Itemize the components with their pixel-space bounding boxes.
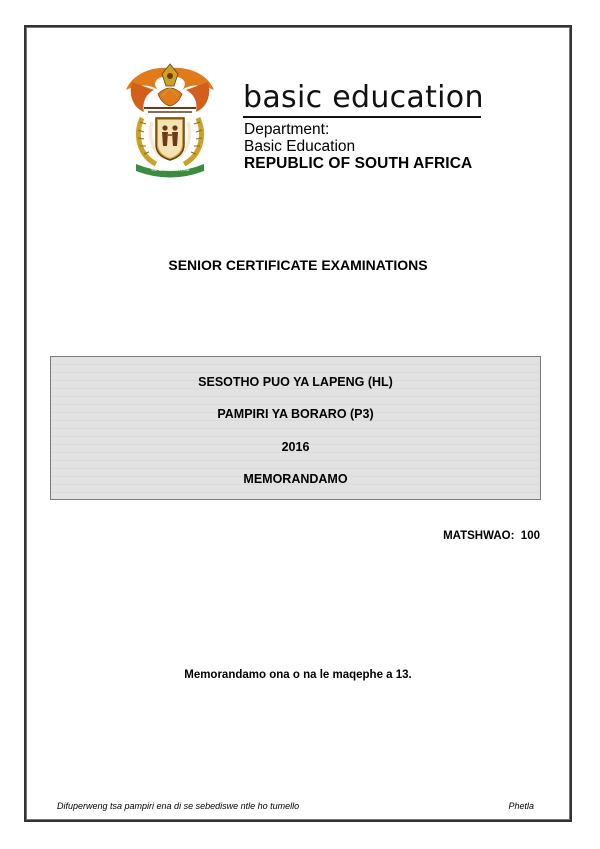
brand-title: basic education (243, 80, 484, 115)
exam-title: SENIOR CERTIFICATE EXAMINATIONS (168, 257, 428, 273)
coat-of-arms-emblem (122, 60, 218, 178)
subject-name: SESOTHO PUO YA LAPENG (HL) (198, 375, 393, 389)
document-type: MEMORANDAMO (243, 472, 348, 486)
emblem-motto: !KE E: /XARRA //KE (150, 167, 190, 172)
department-label: Department: (244, 121, 330, 138)
country-name: REPUBLIC OF SOUTH AFRICA (244, 155, 473, 172)
subject-box (50, 356, 541, 500)
brand-divider (243, 116, 481, 118)
turn-over-label: Phetla (508, 801, 534, 811)
total-marks: MATSHWAO: 100 (443, 530, 540, 542)
copyright-note: Difuperweng tsa pampiri ena di se sebediswe ntle ho tumello (57, 801, 300, 811)
exam-year: 2016 (281, 440, 310, 454)
department-name: Basic Education (244, 138, 356, 155)
paper-number: PAMPIRI YA BORARO (P3) (217, 407, 374, 421)
page-count-note: Memorandamo ona o na le maqephe a 13. (184, 669, 412, 681)
